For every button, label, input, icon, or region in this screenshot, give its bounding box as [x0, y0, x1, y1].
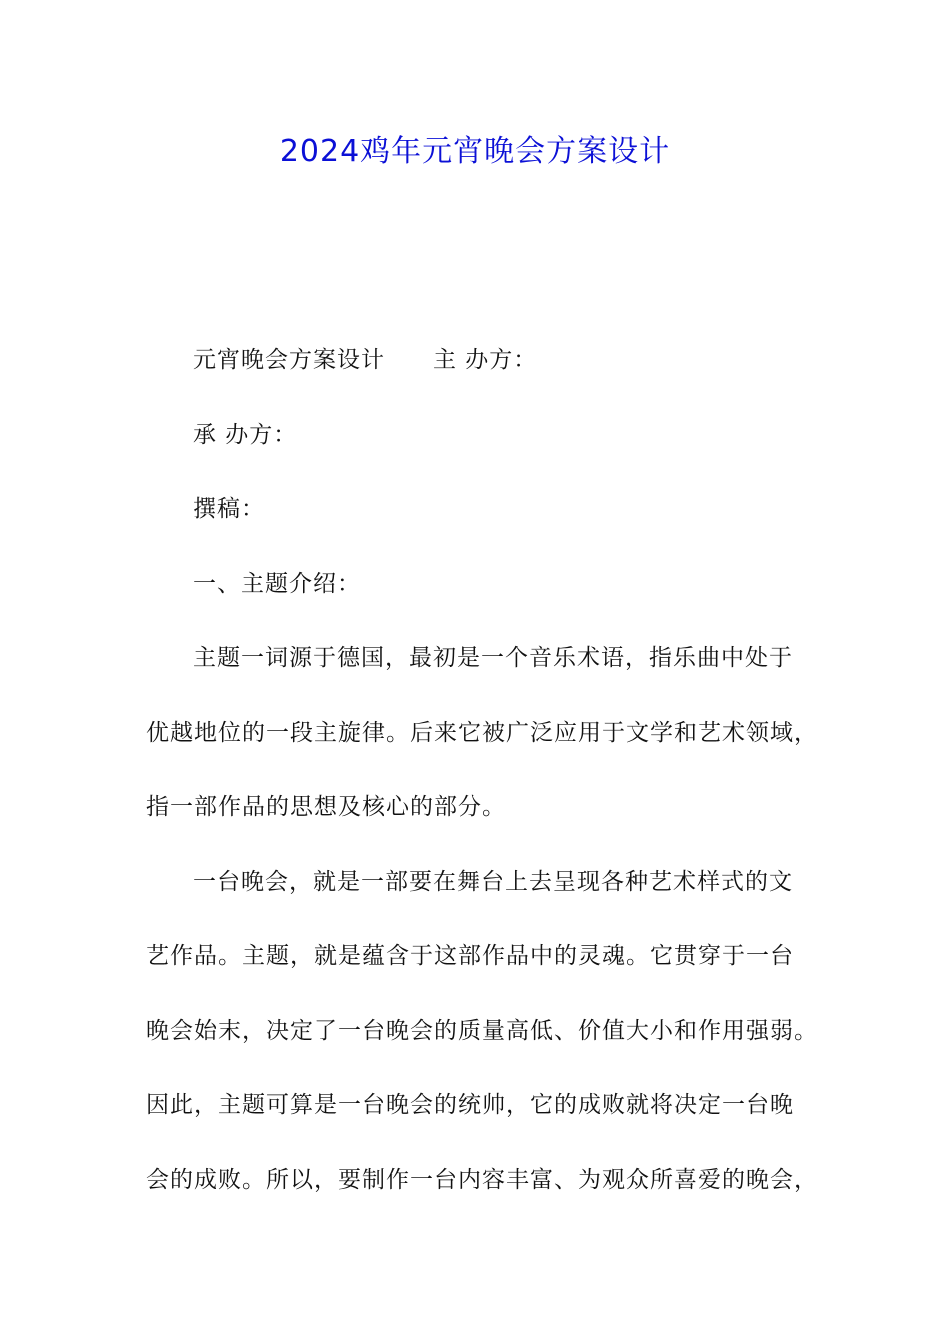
section-heading: 一、主题介绍： [193, 571, 361, 597]
paragraph-line: 晚会始末，决定了一台晚会的质量高低、价值大小和作用强弱。 [146, 1018, 818, 1044]
plan-label: 元宵晚会方案设计 [193, 347, 385, 373]
writer-label: 撰稿： [193, 496, 265, 522]
paragraph-line: 主题一词源于德国，最初是一个音乐术语，指乐曲中处于 [193, 645, 793, 671]
paragraph-line: 会的成败。所以，要制作一台内容丰富、为观众所喜爱的晚会， [146, 1167, 818, 1193]
co-host-label: 承 办方： [193, 422, 298, 448]
paragraph-line: 艺作品。主题，就是蕴含于这部作品中的灵魂。它贯穿于一台 [146, 943, 794, 969]
paragraph-line: 一台晚会，就是一部要在舞台上去呈现各种艺术样式的文 [193, 869, 793, 895]
meta-line-plan-host [193, 345, 537, 375]
host-label: 主 办方： [433, 347, 538, 373]
paragraph-line: 因此，主题可算是一台晚会的统帅，它的成败就将决定一台晚 [146, 1092, 794, 1118]
document-title: 2024鸡年元宵晚会方案设计 [279, 134, 671, 169]
paragraph-line: 优越地位的一段主旋律。后来它被广泛应用于文学和艺术领域， [146, 720, 818, 746]
paragraph-line: 指一部作品的思想及核心的部分。 [146, 794, 506, 820]
